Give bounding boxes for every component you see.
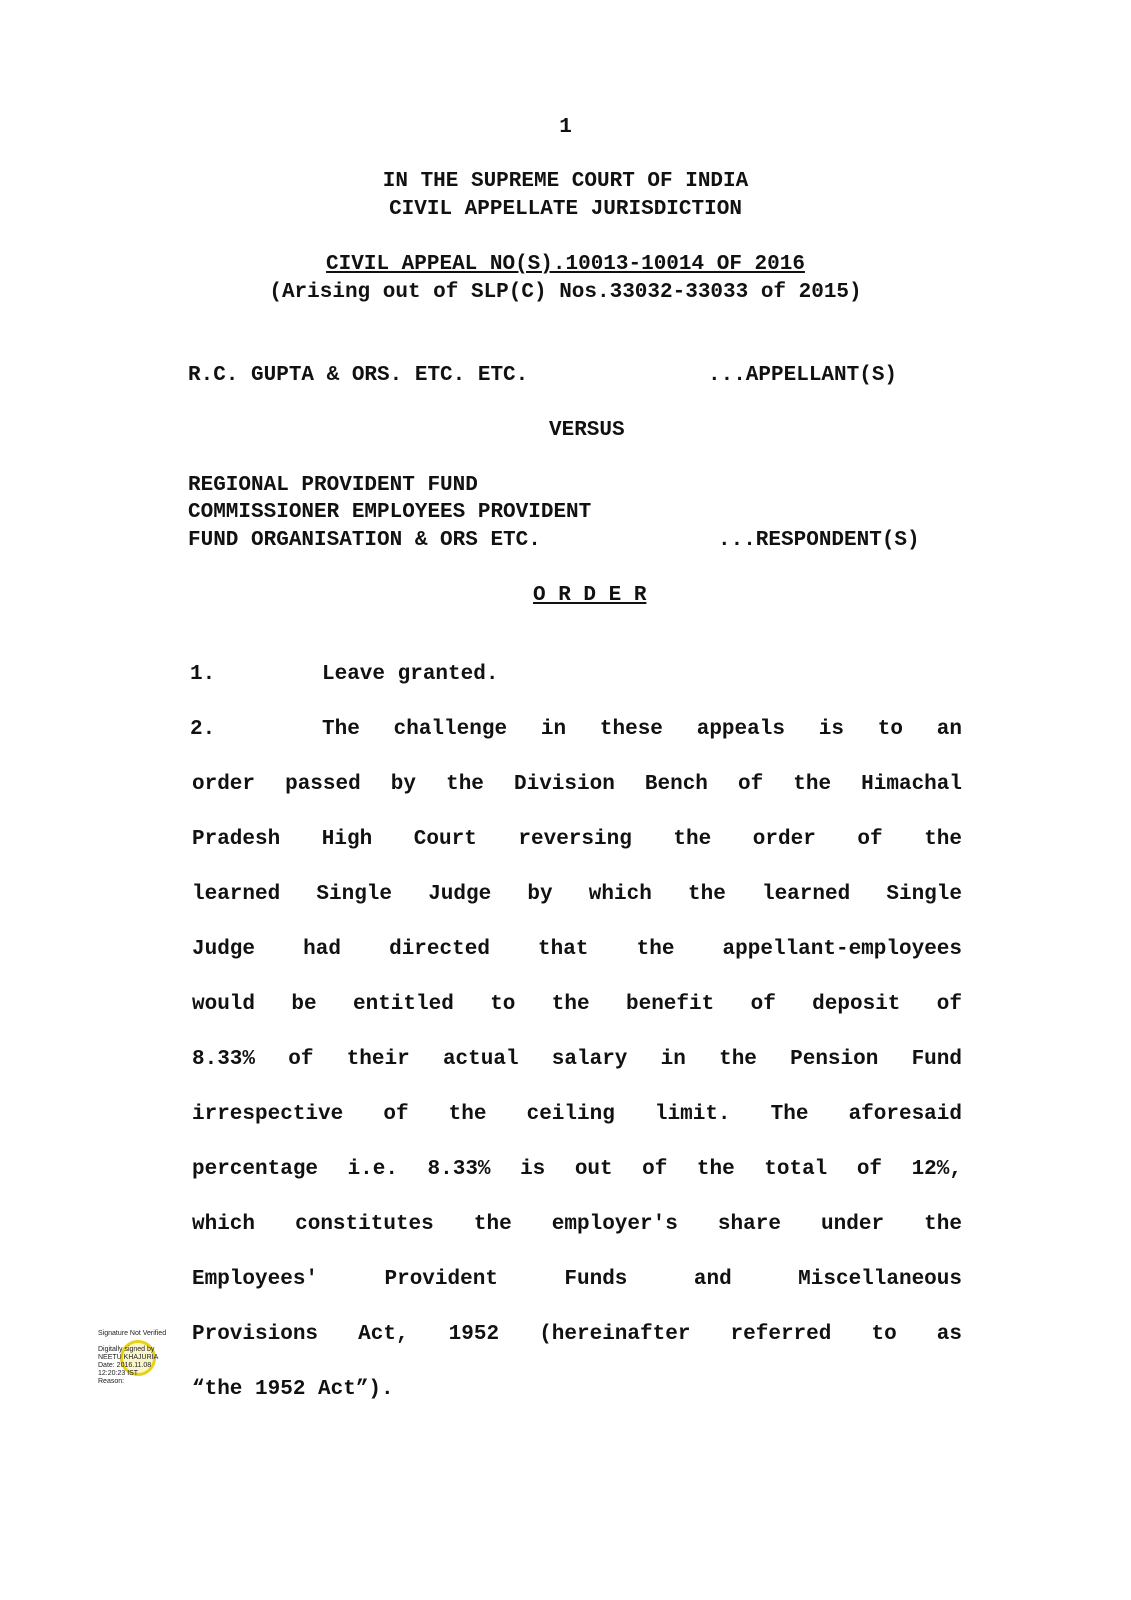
para-1-number: 1. [190, 663, 216, 686]
para-2-number: 2. [190, 718, 216, 741]
para-1-text: Leave granted. [322, 663, 499, 686]
court-name: IN THE SUPREME COURT OF INDIA [382, 170, 749, 193]
para-2-line: Provisions Act, 1952 (hereinafter referred to as [192, 1323, 962, 1346]
signature-line: 12:20:23 IST [98, 1370, 139, 1377]
para-2-line: irrespective of the ceiling limit. The aforesaid [192, 1103, 962, 1126]
signature-line: Signature Not Verified [98, 1330, 167, 1337]
para-2-line: percentage i.e. 8.33% is out of the total of 12%, [192, 1158, 962, 1181]
para-2-line: 8.33% of their actual salary in the Pension Fund [192, 1048, 962, 1071]
appeal-number-text: CIVIL APPEAL NO(S).10013-10014 OF 2016 [326, 253, 805, 276]
para-2-line: “the 1952 Act”). [192, 1378, 394, 1401]
respondent-role: ...RESPONDENT(S) [718, 529, 920, 552]
para-2-line: which constitutes the employer's share under the [192, 1213, 962, 1236]
appellant-name: R.C. GUPTA & ORS. ETC. ETC. [188, 364, 529, 387]
para-2-line: Pradesh High Court reversing the order of the [192, 828, 962, 851]
order-title: O R D E R [533, 584, 647, 607]
digital-signature-stamp [98, 1330, 188, 1410]
para-2-line: Judge had directed that the appellant-employees [192, 938, 962, 961]
page-number: 1 [559, 116, 572, 139]
para-2-line: order passed by the Division Bench of the Himachal [192, 773, 962, 796]
versus: VERSUS [549, 419, 625, 442]
para-2-first-line: The challenge in these appeals is to an [322, 718, 962, 741]
arising-from: (Arising out of SLP(C) Nos.33032-33033 of 2015) [269, 281, 862, 304]
respondent-line: FUND ORGANISATION & ORS ETC. [188, 529, 541, 552]
respondent-line: COMMISSIONER EMPLOYEES PROVIDENT [188, 501, 592, 524]
appeal-number [0, 253, 1131, 276]
signature-line: Digitally signed by [98, 1346, 155, 1353]
para-2-line: would be entitled to the benefit of deposit of [192, 993, 962, 1016]
appellant-role: ...APPELLANT(S) [708, 364, 898, 387]
para-2-line: Employees' Provident Funds and Miscellaneous [192, 1268, 962, 1291]
respondent-line: REGIONAL PROVIDENT FUND [188, 474, 478, 497]
signature-line: Date: 2016.11.08 [98, 1362, 152, 1369]
signature-line: Reason: [98, 1378, 125, 1385]
signature-line: NEETU KHAJURIA [98, 1354, 159, 1361]
para-2-line: learned Single Judge by which the learned Single [192, 883, 962, 906]
jurisdiction: CIVIL APPELLATE JURISDICTION [389, 198, 742, 221]
